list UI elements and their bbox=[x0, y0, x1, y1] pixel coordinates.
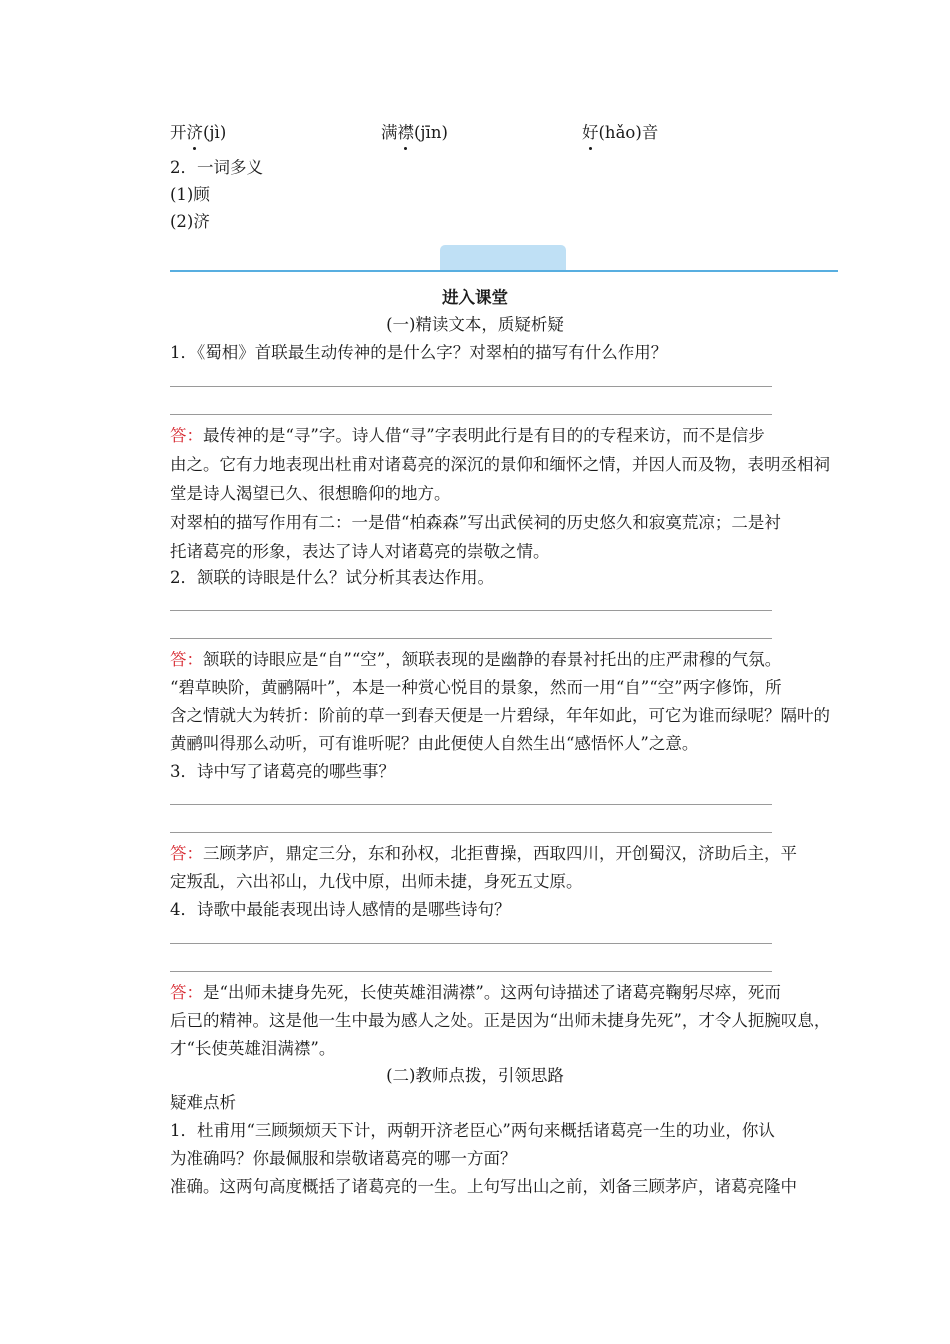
question-2: 2．颔联的诗眼是什么？试分析其表达作用。 bbox=[170, 568, 494, 587]
polysemy-item-ji: (2)济 bbox=[170, 212, 210, 231]
pinyin: (jīn) bbox=[414, 123, 448, 142]
answer-1-line-3: 堂是诗人渴望已久、很想瞻仰的地方。 bbox=[170, 484, 451, 503]
pinyin: (jì) bbox=[203, 123, 227, 142]
answer-text: 最传神的是“寻”字。诗人借“寻”字表明此行是有目的的专程来访，而不是信步 bbox=[203, 426, 765, 445]
answer-text: 三顾茅庐，鼎定三分，东和孙权，北拒曹操，西取四川，开创蜀汉，济助后主，平 bbox=[203, 844, 797, 863]
section-title: 进入课堂 bbox=[442, 288, 508, 307]
vocab-text: 满 bbox=[381, 123, 398, 142]
part1-heading: (一)精读文本，质疑析疑 bbox=[386, 315, 564, 334]
answer-label: 答： bbox=[170, 650, 203, 669]
pinyin: (hǎo)音 bbox=[598, 123, 659, 142]
emphasis-char: 襟 bbox=[398, 120, 415, 146]
question-1: 1．《蜀相》首联最生动传神的是什么字？对翠柏的描写有什么作用？ bbox=[170, 343, 668, 362]
answer-2-line-4: 黄鹂叫得那么动听，可有谁听呢？由此便使人自然生出“感悟怀人”之意。 bbox=[170, 734, 699, 753]
section-divider bbox=[170, 270, 838, 272]
emphasis-char: 济 bbox=[187, 120, 204, 146]
answer-text: 颔联的诗眼应是“自”“空”，颔联表现的是幽静的春景衬托出的庄严肃穆的气氛。 bbox=[203, 650, 782, 669]
answer-blank-line bbox=[170, 414, 772, 415]
answer-blank-line bbox=[170, 943, 772, 944]
answer-1-line-2: 由之。它有力地表现出杜甫对诸葛亮的深沉的景仰和缅怀之情，并因人而及物，表明丞相祠 bbox=[170, 455, 830, 474]
answer-1-line-1 bbox=[170, 423, 765, 449]
analysis-question-line-2: 为准确吗？你最佩服和崇敬诸葛亮的哪一方面？ bbox=[170, 1149, 517, 1168]
answer-4-line-3: 才“长使英雄泪满襟”。 bbox=[170, 1039, 336, 1058]
answer-2-line-2: “碧草映阶，黄鹂隔叶”，本是一种赏心悦目的景象，然而一用“自”“空”两字修饰，所 bbox=[170, 678, 782, 697]
vocab-text: 开 bbox=[170, 123, 187, 142]
answer-blank-line bbox=[170, 804, 772, 805]
answer-1-line-5: 托诸葛亮的形象，表达了诗人对诸葛亮的崇敬之情。 bbox=[170, 542, 550, 561]
answer-3-line-1 bbox=[170, 841, 797, 867]
analysis-answer-line-1: 准确。这两句高度概括了诸葛亮的一生。上句写出山之前，刘备三顾茅庐，诸葛亮隆中 bbox=[170, 1177, 797, 1196]
question-3: 3．诗中写了诸葛亮的哪些事？ bbox=[170, 762, 395, 781]
answer-2-line-3: 含之情就大为转折：阶前的草一到春天便是一片碧绿，年年如此，可它为谁而绿呢？隔叶的 bbox=[170, 706, 830, 725]
vocab-item-haoyin bbox=[582, 120, 658, 146]
question-4: 4．诗歌中最能表现出诗人感情的是哪些诗句？ bbox=[170, 900, 511, 919]
answer-2-line-1 bbox=[170, 647, 781, 673]
analysis-question-line-1: 1．杜甫用“三顾频烦天下计，两朝开济老臣心”两句来概括诸葛亮一生的功业，你认 bbox=[170, 1121, 775, 1140]
analysis-label: 疑难点析 bbox=[170, 1093, 236, 1112]
answer-1-line-4: 对翠柏的描写作用有二：一是借“柏森森”写出武侯祠的历史悠久和寂寞荒凉；二是衬 bbox=[170, 513, 781, 532]
answer-blank-line bbox=[170, 386, 772, 387]
vocab-item-jiji bbox=[170, 120, 226, 146]
emphasis-char: 好 bbox=[582, 120, 599, 146]
polysemy-heading: 2．一词多义 bbox=[170, 158, 263, 177]
answer-blank-line bbox=[170, 832, 772, 833]
answer-label: 答： bbox=[170, 426, 203, 445]
answer-blank-line bbox=[170, 610, 772, 611]
vocab-item-manjin bbox=[381, 120, 448, 146]
polysemy-item-gu: (1)顾 bbox=[170, 185, 210, 204]
answer-4-line-1 bbox=[170, 980, 781, 1006]
answer-4-line-2: 后已的精神。这是他一生中最为感人之处。正是因为“出师未捷身先死”，才令人扼腕叹息， bbox=[170, 1011, 831, 1030]
answer-blank-line bbox=[170, 638, 772, 639]
answer-label: 答： bbox=[170, 983, 203, 1002]
answer-blank-line bbox=[170, 971, 772, 972]
answer-text: 是“出师未捷身先死，长使英雄泪满襟”。这两句诗描述了诸葛亮鞠躬尽瘁，死而 bbox=[203, 983, 781, 1002]
section-tab bbox=[440, 245, 566, 270]
answer-3-line-2: 定叛乱，六出祁山，九伐中原，出师未捷，身死五丈原。 bbox=[170, 872, 583, 891]
part2-heading: (二)教师点拨，引领思路 bbox=[386, 1066, 564, 1085]
answer-label: 答： bbox=[170, 844, 203, 863]
